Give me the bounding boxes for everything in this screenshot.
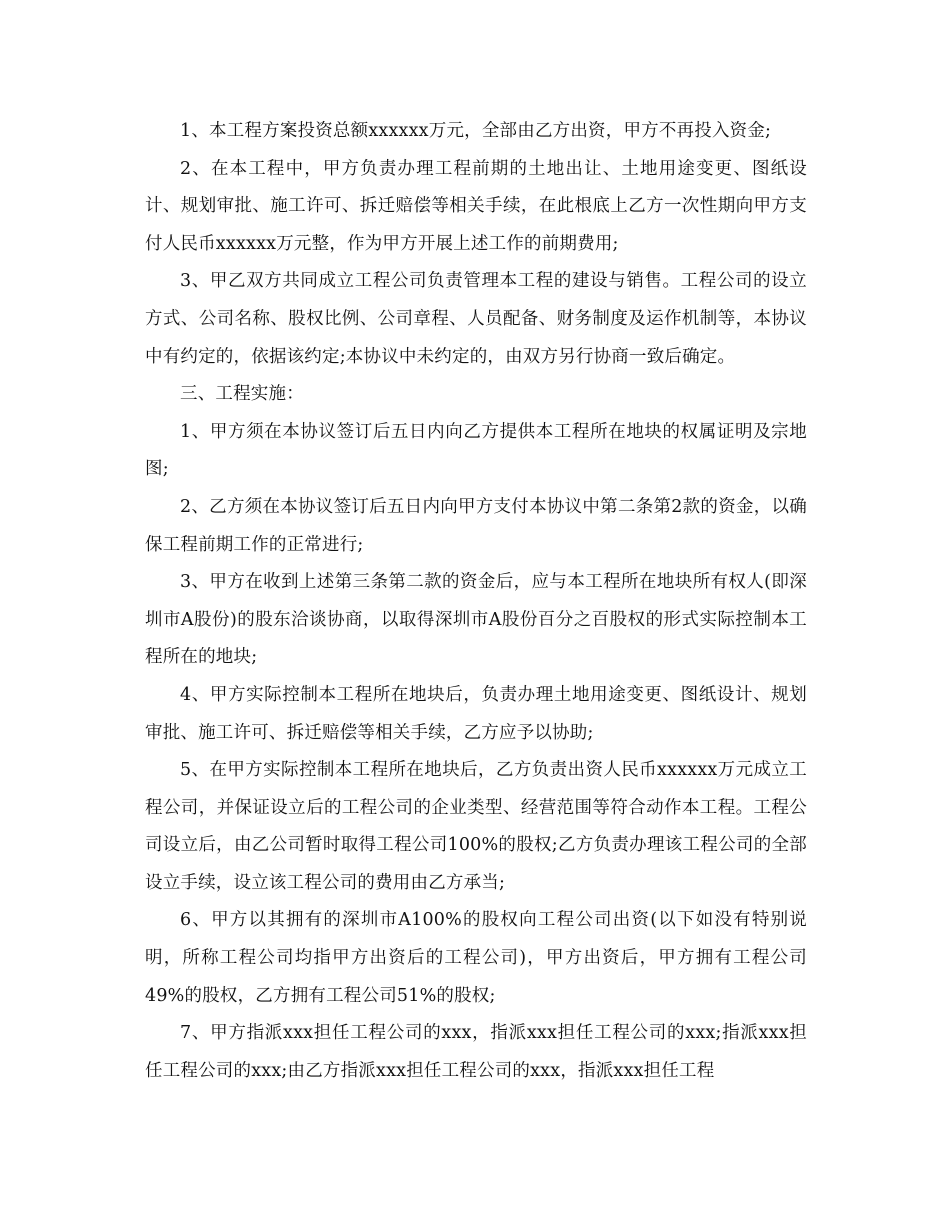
paragraph-party-a-preliminary-procedures: 2、在本工程中，甲方负责办理工程前期的土地出让、土地用途变更、图纸设计、规划审批、施工许可、拆迁赔偿等相关手续，在此根底上乙方一次性期向甲方支付人民币xxxxxx万元整，作为甲方开展上述工作的前期费用;: [145, 158, 807, 254]
paragraph-investment-total: 1、本工程方案投资总额xxxxxx万元，全部由乙方出资，甲方不再投入资金;: [180, 121, 772, 141]
paragraph-project-company-establishment: 3、甲乙双方共同成立工程公司负责管理本工程的建设与销售。工程公司的设立方式、公司名称、股权比例、公司章程、人员配备、财务制度及运作机制等，本协议中有约定的，依据该约定;本协议中未约定的，由双方另行协商一致后确定。: [145, 271, 807, 367]
paragraph-land-use-procedures: 4、甲方实际控制本工程所在地块后，负责办理土地用途变更、图纸设计、规划审批、施工许可、拆迁赔偿等相关手续，乙方应予以协助;: [145, 684, 807, 743]
paragraph-party-b-capital: 5、在甲方实际控制本工程所在地块后，乙方负责出资人民币xxxxxx万元成立工程公司，并保证设立后的工程公司的企业类型、经营范围等符合动作本工程。工程公司设立后，由乙公司暂时取得工程公司100%的股权;乙方负责办理该工程公司的全部设立手续，设立该工程公司的费用由乙方承当;: [145, 760, 807, 893]
paragraph-equity-contribution: 6、甲方以其拥有的深圳市A100%的股权向工程公司出资(以下如没有特别说明，所称工程公司均指甲方出资后的工程公司)，甲方出资后，甲方拥有工程公司49%的股权，乙方拥有工程公司51%的股权;: [145, 910, 807, 1006]
paragraph-ownership-certificate: 1、甲方须在本协议签订后五日内向乙方提供本工程所在地块的权属证明及宗地图;: [145, 421, 807, 480]
paragraph-personnel-appointment: 7、甲方指派xxx担任工程公司的xxx，指派xxx担任工程公司的xxx;指派xxx担任工程公司的xxx;由乙方指派xxx担任工程公司的xxx，指派xxx担任工程: [145, 1023, 807, 1081]
paragraph-party-b-payment: 2、乙方须在本协议签订后五日内向甲方支付本协议中第二条第2款的资金，以确保工程前期工作的正常进行;: [145, 496, 807, 555]
document-body: [145, 113, 807, 1090]
section-heading-implementation: 三、工程实施：: [180, 384, 304, 405]
paragraph-equity-negotiation: 3、甲方在收到上述第三条第二款的资金后，应与本工程所在地块所有权人(即深圳市A股份)的股东洽谈协商，以取得深圳市A股份百分之百股权的形式实际控制本工程所在的地块;: [145, 572, 807, 668]
